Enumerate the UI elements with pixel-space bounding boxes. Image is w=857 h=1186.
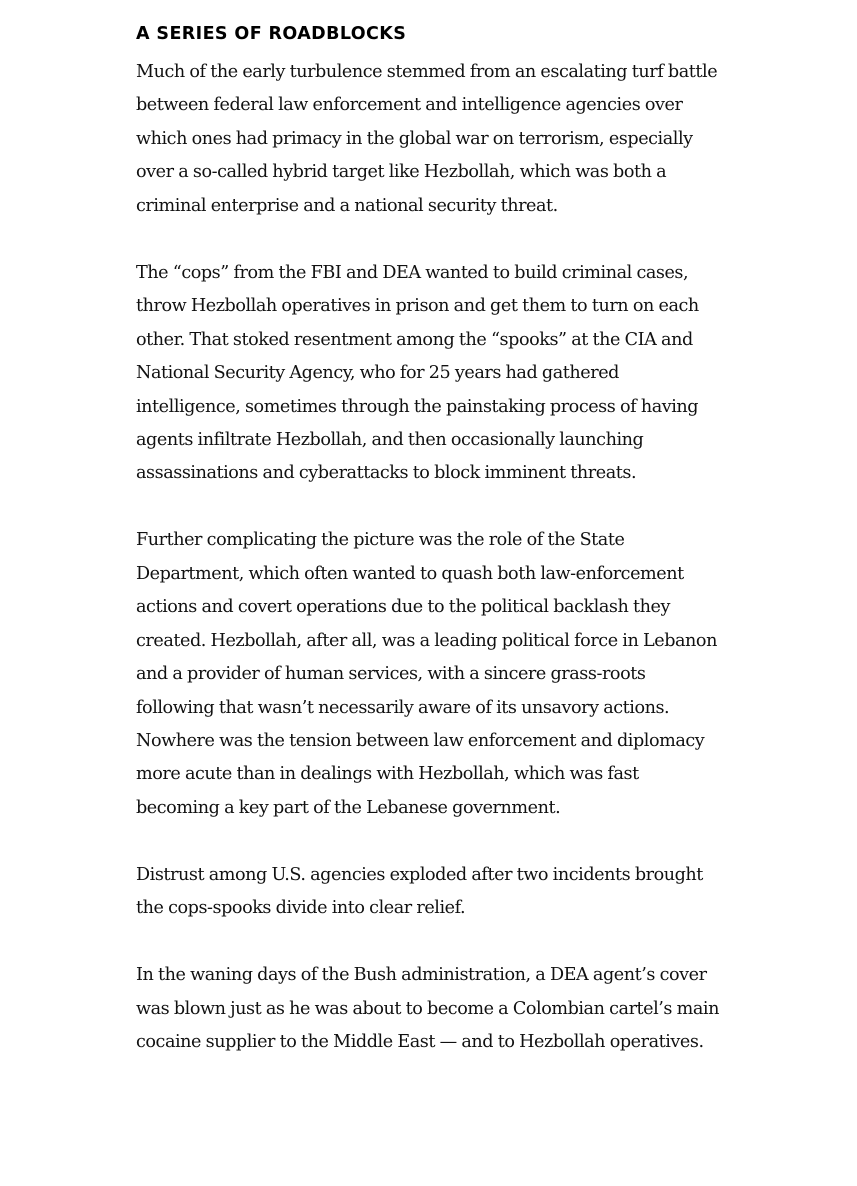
article-body [136,22,726,1060]
paragraph-state-department: Further complicating the picture was the role of the State Department, which often wanted to quash both law-enforcement actions and covert operations due to the political backlash they created. Hezbollah, after all, was a leading political force in Lebanon and a provider of human services, with a sincere grass-roots following that wasn’t necessarily aware of its unsavory actions. Nowhere was the tension between law enforcement and diplomacy more acute than in dealings with Hezbollah, which was fast becoming a key part of the Lebanese government. [136,530,717,818]
paragraph-distrust: Distrust among U.S. agencies exploded after two incidents brought the cops-spooks divide into clear relief. [136,864,703,919]
paragraph-cops-spooks: The “cops” from the FBI and DEA wanted to build criminal cases, throw Hezbollah operatives in prison and get them to turn on each other. That stoked resentment among the “spooks” at the CIA and National Security Agency, who for 25 years had gathered intelligence, sometimes through the painstaking process of having agents infiltrate Hezbollah, and then occasionally launching assassinations and cyberattacks to block imminent threats. [136,262,699,484]
section-heading: A SERIES OF ROADBLOCKS [136,24,407,44]
paragraph-turf-battle: Much of the early turbulence stemmed from an escalating turf battle between federal law enforcement and intelligence agencies over which ones had primacy in the global war on terrorism, especially over a so-called hybrid target like Hezbollah, which was both a criminal enterprise and a national security threat. [136,62,718,216]
paragraph-dea-agent: In the waning days of the Bush administration, a DEA agent’s cover was blown just as he was about to become a Colombian cartel’s main cocaine supplier to the Middle East — and to Hezbollah operatives. [136,965,719,1053]
